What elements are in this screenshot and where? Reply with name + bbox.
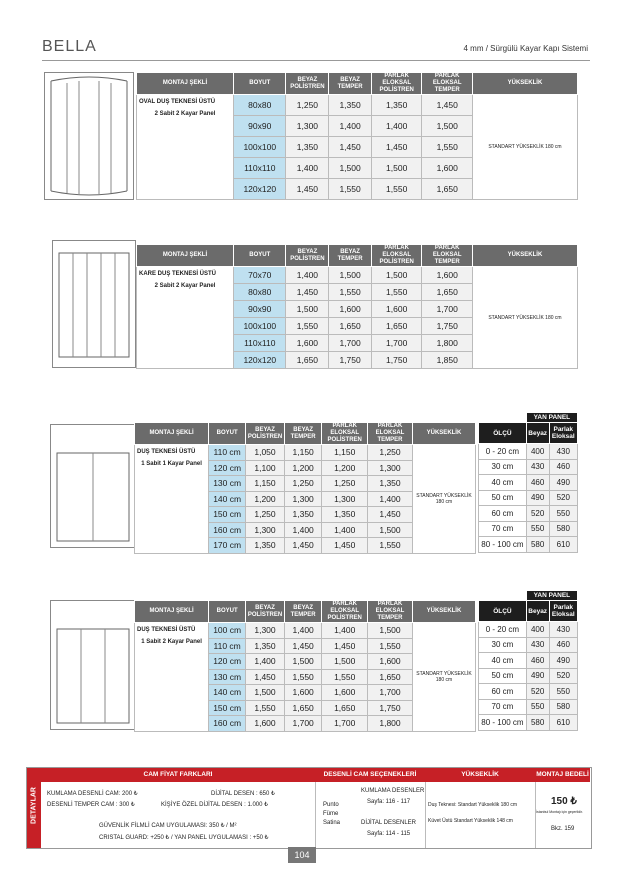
price-cell: 1,600: [422, 158, 472, 179]
illustration-oval: [44, 72, 134, 200]
price-cell: 1,250: [246, 507, 285, 523]
side-price-cell: 490: [526, 490, 549, 506]
cam-fiyat-header: CAM FİYAT FARKLARI: [41, 768, 315, 782]
price-cell: 1,550: [329, 179, 372, 200]
price-cell: 1,400: [284, 623, 322, 639]
price-cell: 1,650: [422, 179, 472, 200]
column-header-parlak_polistren: PARLAK ELOKSAL POLİSTREN: [322, 601, 368, 623]
price-cell: 1,700: [284, 716, 322, 732]
price-cell: 1,250: [284, 476, 322, 492]
price-cell: 1,400: [284, 522, 322, 538]
price-cell: 1,250: [286, 95, 329, 116]
column-header-beyaz_polistren: BEYAZ POLİSTREN: [286, 245, 329, 267]
price-cell: 1,450: [286, 179, 329, 200]
side-price-cell: 580: [549, 699, 578, 715]
price-cell: 1,350: [286, 137, 329, 158]
price-cell: 1,100: [246, 460, 285, 476]
size-cell: 80x80: [234, 284, 286, 301]
side-row: [479, 459, 578, 475]
page-number: 104: [288, 847, 316, 863]
column-header-yukseklik: YÜKSEKLİK: [412, 423, 475, 445]
price-cell: 1,550: [368, 638, 413, 654]
montaj-note: İstanbul Montajı için geçerlidir.: [536, 810, 583, 814]
montaj-cell: [135, 623, 209, 732]
column-header-yukseklik: YÜKSEKLİK: [472, 245, 577, 267]
price-table-header-row: [135, 423, 476, 445]
yukseklik-line: Duş Teknesi: Standart Yükseklik 180 cm: [428, 802, 518, 808]
table-row: [135, 623, 476, 639]
montaj-label: OVAL DUŞ TEKNESİ ÜSTÜ: [139, 99, 216, 105]
size-cell: 150 cm: [209, 700, 246, 716]
column-header-boyut: BOYUT: [234, 245, 286, 267]
price-cell: 1,550: [422, 137, 472, 158]
table-row: [137, 267, 578, 284]
side-price-cell: 550: [549, 506, 578, 522]
olcu-cell: 70 cm: [479, 521, 527, 537]
price-cell: 1,750: [368, 700, 413, 716]
side-price-cell: 550: [526, 699, 549, 715]
price-table-square: [136, 244, 578, 369]
yukseklik-cell: STANDART YÜKSEKLİK 180 cm: [412, 445, 475, 554]
cam-line: GÜVENLİK FİLMLİ CAM UYGULAMASI: 350 ₺ / M²: [99, 823, 237, 829]
product-title: BELLA: [42, 38, 97, 55]
price-cell: 1,350: [246, 638, 285, 654]
column-header-parlak_temper: PARLAK ELOKSAL TEMPER: [368, 601, 413, 623]
price-cell: 1,450: [284, 538, 322, 554]
olcu-cell: 40 cm: [479, 475, 527, 491]
details-ribbon: DETAYLAR: [27, 768, 41, 848]
price-cell: 1,550: [322, 669, 368, 685]
price-cell: 1,300: [246, 623, 285, 639]
side-header-beyaz: Beyaz: [526, 423, 549, 444]
size-cell: 160 cm: [209, 522, 246, 538]
price-cell: 1,150: [246, 476, 285, 492]
side-price-cell: 430: [526, 637, 549, 653]
illustration-square: [52, 240, 136, 368]
price-cell: 1,550: [286, 318, 329, 335]
price-cell: 1,650: [422, 284, 472, 301]
size-cell: 120x120: [234, 352, 286, 369]
desen-option: Punto: [323, 802, 339, 808]
side-row: [479, 668, 578, 684]
column-header-beyaz_temper: BEYAZ TEMPER: [329, 245, 372, 267]
price-cell: 1,350: [246, 538, 285, 554]
price-cell: 1,400: [286, 267, 329, 284]
cam-fiyat-column: [41, 768, 316, 848]
side-price-cell: 550: [526, 521, 549, 537]
price-cell: 1,500: [329, 267, 372, 284]
olcu-cell: 30 cm: [479, 459, 527, 475]
size-cell: 160 cm: [209, 716, 246, 732]
montaj-cell: [137, 267, 234, 369]
price-table-header-row: [137, 73, 578, 95]
olcu-cell: 60 cm: [479, 506, 527, 522]
olcu-cell: 30 cm: [479, 637, 527, 653]
size-cell: 150 cm: [209, 507, 246, 523]
column-header-parlak_temper: PARLAK ELOKSAL TEMPER: [422, 73, 472, 95]
table-row: [137, 95, 578, 116]
column-header-beyaz_temper: BEYAZ TEMPER: [329, 73, 372, 95]
montaj-ref: Bkz. 159: [551, 826, 575, 832]
montaj-bedeli-column: [535, 768, 590, 848]
side-price-cell: 490: [549, 653, 578, 669]
side-price-cell: 490: [549, 475, 578, 491]
column-header-parlak_polistren: PARLAK ELOKSAL POLİSTREN: [371, 245, 422, 267]
side-header-parlak: Parlak Eloksal: [549, 423, 578, 444]
price-cell: 1,050: [246, 445, 285, 461]
size-cell: 120 cm: [209, 654, 246, 670]
price-cell: 1,600: [329, 301, 372, 318]
price-table-header-row: [135, 601, 476, 623]
side-price-cell: 400: [526, 444, 549, 460]
size-cell: 100x100: [234, 318, 286, 335]
yukseklik-column: [425, 768, 536, 848]
size-cell: 100x100: [234, 137, 286, 158]
olcu-cell: 60 cm: [479, 684, 527, 700]
montaj-label: DUŞ TEKNESİ ÜSTÜ: [137, 449, 196, 455]
yukseklik-cell: STANDART YÜKSEKLİK 180 cm: [412, 623, 475, 732]
side-header-row: [479, 591, 578, 601]
price-cell: 1,500: [322, 654, 368, 670]
side-header-olcu: ÖLÇÜ: [479, 423, 527, 444]
column-header-beyaz_polistren: BEYAZ POLİSTREN: [246, 601, 285, 623]
cam-line: KUMLAMA DESENLİ CAM: 200 ₺: [47, 791, 138, 797]
price-cell: 1,500: [422, 116, 472, 137]
price-cell: 1,500: [246, 685, 285, 701]
size-cell: 130 cm: [209, 476, 246, 492]
desen-ref: DİJİTAL DESENLER: [361, 820, 417, 826]
price-cell: 1,400: [246, 654, 285, 670]
price-table-oval: [136, 72, 578, 200]
column-header-montaj: MONTAJ ŞEKLİ: [135, 601, 209, 623]
side-header-beyaz: Beyaz: [526, 601, 549, 622]
price-cell: 1,350: [368, 476, 413, 492]
side-row: [479, 521, 578, 537]
illustration-straight-2: [50, 424, 136, 548]
size-cell: 110 cm: [209, 445, 246, 461]
desen-option: Satina: [323, 820, 341, 826]
column-header-parlak_polistren: PARLAK ELOKSAL POLİSTREN: [322, 423, 368, 445]
yukseklik-cell: STANDART YÜKSEKLİK 180 cm: [472, 267, 577, 369]
price-table-header-row: [137, 245, 578, 267]
side-row: [479, 475, 578, 491]
desen-option: Füme: [323, 811, 339, 817]
price-cell: 1,300: [322, 491, 368, 507]
price-cell: 1,400: [286, 158, 329, 179]
side-header-spacer: [479, 591, 527, 601]
side-price-cell: 520: [526, 506, 549, 522]
oval-enclosure-drawing: [45, 73, 133, 199]
cam-line: DİJİTAL DESEN : 650 ₺: [211, 791, 275, 797]
side-price-cell: 460: [549, 637, 578, 653]
price-cell: 1,300: [284, 491, 322, 507]
yukseklik-cell: STANDART YÜKSEKLİK 180 cm: [472, 95, 577, 200]
price-cell: 1,350: [329, 95, 372, 116]
montaj-cell: [137, 95, 234, 200]
price-cell: 1,150: [284, 445, 322, 461]
size-cell: 110x110: [234, 158, 286, 179]
price-cell: 1,400: [322, 623, 368, 639]
column-header-yukseklik: YÜKSEKLİK: [472, 73, 577, 95]
price-cell: 1,300: [368, 460, 413, 476]
column-header-boyut: BOYUT: [234, 73, 286, 95]
price-cell: 1,450: [368, 507, 413, 523]
olcu-cell: 0 - 20 cm: [479, 622, 527, 638]
price-cell: 1,300: [286, 116, 329, 137]
side-header-olcu: ÖLÇÜ: [479, 601, 527, 622]
price-cell: 1,800: [422, 335, 472, 352]
price-cell: 1,850: [422, 352, 472, 369]
size-cell: 100 cm: [209, 623, 246, 639]
cam-line: CRISTAL GUARD: +250 ₺ / YAN PANEL UYGULAMASI : +50 ₺: [99, 835, 269, 841]
details-box: [26, 767, 592, 849]
price-cell: 1,550: [371, 284, 422, 301]
price-cell: 1,750: [422, 318, 472, 335]
olcu-cell: 50 cm: [479, 490, 527, 506]
size-cell: 80x80: [234, 95, 286, 116]
price-cell: 1,750: [329, 352, 372, 369]
desenli-column: [315, 768, 426, 848]
olcu-cell: 50 cm: [479, 668, 527, 684]
size-cell: 140 cm: [209, 491, 246, 507]
column-header-montaj: MONTAJ ŞEKLİ: [137, 73, 234, 95]
price-cell: 1,500: [329, 158, 372, 179]
price-cell: 1,500: [371, 158, 422, 179]
side-panel-table-1: [478, 412, 578, 553]
side-row: [479, 653, 578, 669]
desen-ref: Sayfa: 114 - 115: [367, 831, 411, 837]
side-price-cell: 580: [549, 521, 578, 537]
price-cell: 1,450: [371, 137, 422, 158]
price-cell: 1,400: [368, 491, 413, 507]
side-price-cell: 520: [549, 668, 578, 684]
olcu-cell: 80 - 100 cm: [479, 715, 527, 731]
desen-ref: Sayfa: 116 - 117: [367, 799, 411, 805]
yukseklik-header: YÜKSEKLİK: [425, 768, 535, 782]
price-cell: 1,700: [322, 716, 368, 732]
side-price-cell: 430: [549, 444, 578, 460]
side-subheader-row: [479, 601, 578, 622]
price-cell: 1,450: [322, 538, 368, 554]
price-cell: 1,400: [322, 522, 368, 538]
side-row: [479, 537, 578, 553]
panel-label: 2 Sabit 2 Kayar Panel: [154, 111, 216, 117]
price-cell: 1,700: [329, 335, 372, 352]
size-cell: 130 cm: [209, 669, 246, 685]
column-header-beyaz_temper: BEYAZ TEMPER: [284, 423, 322, 445]
price-cell: 1,300: [246, 522, 285, 538]
column-header-montaj: MONTAJ ŞEKLİ: [137, 245, 234, 267]
price-cell: 1,450: [422, 95, 472, 116]
size-cell: 120x120: [234, 179, 286, 200]
price-cell: 1,450: [286, 284, 329, 301]
side-header-row: [479, 413, 578, 423]
side-panel-table-2: [478, 590, 578, 731]
column-header-parlak_polistren: PARLAK ELOKSAL POLİSTREN: [371, 73, 422, 95]
side-row: [479, 506, 578, 522]
olcu-cell: 0 - 20 cm: [479, 444, 527, 460]
olcu-cell: 70 cm: [479, 699, 527, 715]
price-cell: 1,700: [422, 301, 472, 318]
side-price-cell: 610: [549, 715, 578, 731]
price-cell: 1,600: [286, 335, 329, 352]
side-price-cell: 490: [526, 668, 549, 684]
size-cell: 110 cm: [209, 638, 246, 654]
price-cell: 1,550: [368, 538, 413, 554]
straight-enclosure-drawing: [51, 425, 135, 547]
price-table-1sabit-1kayar: [134, 422, 476, 554]
side-price-cell: 400: [526, 622, 549, 638]
montaj-cell: [135, 445, 209, 554]
price-cell: 1,550: [329, 284, 372, 301]
side-header-parlak: Parlak Eloksal: [549, 601, 578, 622]
side-subheader-row: [479, 423, 578, 444]
price-cell: 1,500: [284, 654, 322, 670]
side-row: [479, 637, 578, 653]
side-price-cell: 430: [549, 622, 578, 638]
column-header-montaj: MONTAJ ŞEKLİ: [135, 423, 209, 445]
side-header-spacer: [479, 413, 527, 423]
desenli-header: DESENLİ CAM SEÇENEKLERİ: [315, 768, 425, 782]
price-cell: 1,550: [284, 669, 322, 685]
price-cell: 1,200: [246, 491, 285, 507]
column-header-parlak_temper: PARLAK ELOKSAL TEMPER: [422, 245, 472, 267]
price-cell: 1,600: [422, 267, 472, 284]
price-cell: 1,550: [246, 700, 285, 716]
size-cell: 120 cm: [209, 460, 246, 476]
side-price-cell: 460: [526, 475, 549, 491]
price-cell: 1,650: [329, 318, 372, 335]
size-cell: 140 cm: [209, 685, 246, 701]
size-cell: 170 cm: [209, 538, 246, 554]
size-cell: 90x90: [234, 116, 286, 137]
yukseklik-line: Küvet Üstü Standart Yükseklik 148 cm: [428, 818, 513, 824]
side-price-cell: 580: [526, 715, 549, 731]
price-cell: 1,750: [371, 352, 422, 369]
cam-line: DESENLİ TEMPER CAM : 300 ₺: [47, 802, 135, 808]
montaj-label: DUŞ TEKNESİ ÜSTÜ: [137, 627, 196, 633]
column-header-beyaz_polistren: BEYAZ POLİSTREN: [246, 423, 285, 445]
side-row: [479, 622, 578, 638]
price-cell: 1,600: [284, 685, 322, 701]
price-cell: 1,700: [368, 685, 413, 701]
size-cell: 110x110: [234, 335, 286, 352]
price-cell: 1,500: [371, 267, 422, 284]
side-row: [479, 490, 578, 506]
montaj-price: 150 ₺: [551, 796, 577, 807]
price-cell: 1,350: [371, 95, 422, 116]
price-cell: 1,450: [329, 137, 372, 158]
price-cell: 1,350: [322, 507, 368, 523]
side-price-cell: 460: [549, 459, 578, 475]
illustration-straight-3: [50, 600, 136, 730]
price-cell: 1,500: [286, 301, 329, 318]
price-cell: 1,550: [371, 179, 422, 200]
price-cell: 1,250: [368, 445, 413, 461]
price-cell: 1,650: [371, 318, 422, 335]
side-price-cell: 520: [549, 490, 578, 506]
column-header-parlak_temper: PARLAK ELOKSAL TEMPER: [368, 423, 413, 445]
montaj-label: KARE DUŞ TEKNESİ ÜSTÜ: [139, 271, 217, 277]
square-enclosure-drawing: [53, 241, 135, 367]
price-cell: 1,600: [368, 654, 413, 670]
side-price-cell: 430: [526, 459, 549, 475]
size-cell: 70x70: [234, 267, 286, 284]
size-cell: 90x90: [234, 301, 286, 318]
side-price-cell: 550: [549, 684, 578, 700]
price-cell: 1,600: [371, 301, 422, 318]
side-price-cell: 520: [526, 684, 549, 700]
column-header-yukseklik: YÜKSEKLİK: [412, 601, 475, 623]
panel-label: 1 Sabit 2 Kayar Panel: [141, 639, 202, 645]
cam-line: KİŞİYE ÖZEL DİJİTAL DESEN : 1.000 ₺: [161, 802, 268, 808]
side-price-cell: 580: [526, 537, 549, 553]
price-cell: 1,500: [368, 522, 413, 538]
page-header: [42, 38, 590, 61]
side-row: [479, 444, 578, 460]
price-cell: 1,650: [284, 700, 322, 716]
olcu-cell: 80 - 100 cm: [479, 537, 527, 553]
yan-panel-header: YAN PANEL: [526, 591, 577, 601]
side-row: [479, 684, 578, 700]
desen-ref: KUMLAMA DESENLER: [361, 788, 425, 794]
side-price-cell: 610: [549, 537, 578, 553]
price-cell: 1,700: [371, 335, 422, 352]
price-cell: 1,450: [284, 638, 322, 654]
column-header-beyaz_polistren: BEYAZ POLİSTREN: [286, 73, 329, 95]
column-header-boyut: BOYUT: [209, 601, 246, 623]
price-cell: 1,650: [322, 700, 368, 716]
price-cell: 1,150: [322, 445, 368, 461]
price-cell: 1,600: [322, 685, 368, 701]
price-cell: 1,600: [246, 716, 285, 732]
price-cell: 1,400: [371, 116, 422, 137]
panel-label: 2 Sabit 2 Kayar Panel: [154, 283, 216, 289]
price-table-1sabit-2kayar: [134, 600, 476, 732]
price-cell: 1,200: [322, 460, 368, 476]
price-cell: 1,350: [284, 507, 322, 523]
price-cell: 1,650: [368, 669, 413, 685]
price-cell: 1,450: [322, 638, 368, 654]
price-cell: 1,450: [246, 669, 285, 685]
price-cell: 1,250: [322, 476, 368, 492]
side-row: [479, 699, 578, 715]
panel-label: 1 Sabit 1 Kayar Panel: [141, 461, 202, 467]
price-cell: 1,800: [368, 716, 413, 732]
straight3-enclosure-drawing: [51, 601, 135, 729]
price-cell: 1,500: [368, 623, 413, 639]
montaj-bedeli-header: MONTAJ BEDELİ: [535, 768, 590, 782]
table-row: [135, 445, 476, 461]
price-cell: 1,200: [284, 460, 322, 476]
side-price-cell: 460: [526, 653, 549, 669]
price-cell: 1,400: [329, 116, 372, 137]
yan-panel-header: YAN PANEL: [526, 413, 577, 423]
column-header-beyaz_temper: BEYAZ TEMPER: [284, 601, 322, 623]
column-header-boyut: BOYUT: [209, 423, 246, 445]
olcu-cell: 40 cm: [479, 653, 527, 669]
product-subtitle: 4 mm / Sürgülü Kayar Kapı Sistemi: [463, 44, 588, 53]
side-row: [479, 715, 578, 731]
price-cell: 1,650: [286, 352, 329, 369]
